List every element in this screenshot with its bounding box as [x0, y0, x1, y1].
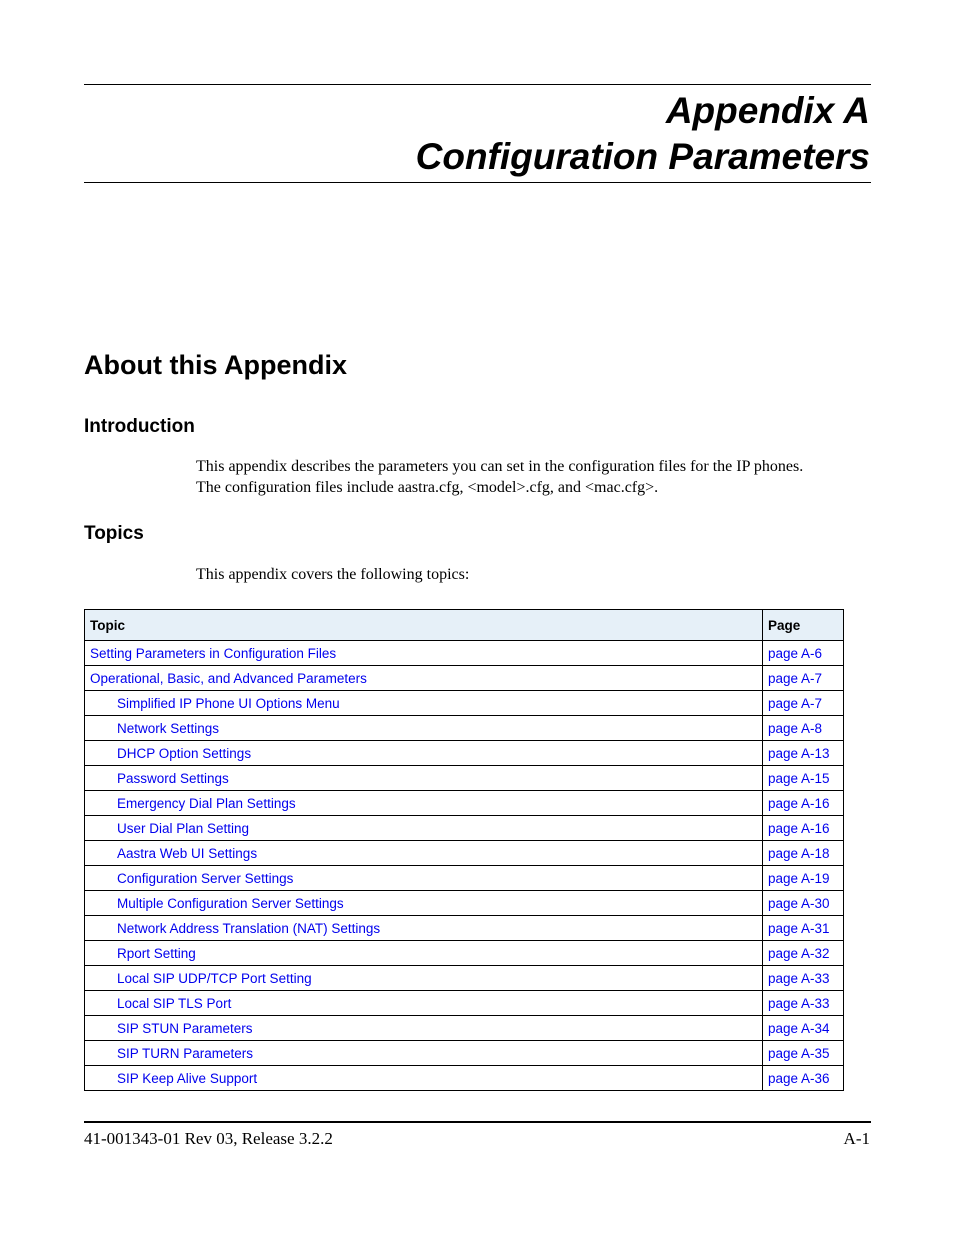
table-row: [85, 1066, 844, 1091]
page-column-header: Page: [763, 610, 844, 641]
page-link[interactable]: page A-30: [763, 891, 844, 916]
topic-link[interactable]: SIP Keep Alive Support: [85, 1066, 763, 1091]
topic-link[interactable]: DHCP Option Settings: [85, 741, 763, 766]
page-link[interactable]: page A-16: [763, 791, 844, 816]
topic-link[interactable]: Local SIP UDP/TCP Port Setting: [85, 966, 763, 991]
topics-table: [84, 609, 844, 1091]
table-row: [85, 841, 844, 866]
appendix-subtitle: Configuration Parameters: [415, 136, 870, 177]
topics-heading: Topics: [84, 523, 144, 544]
section-heading: About this Appendix: [84, 350, 347, 380]
page-link[interactable]: page A-35: [763, 1041, 844, 1066]
table-row: [85, 766, 844, 791]
table-row: [85, 791, 844, 816]
topic-link[interactable]: Setting Parameters in Configuration Files: [85, 641, 763, 666]
table-row: [85, 716, 844, 741]
page-link[interactable]: page A-19: [763, 866, 844, 891]
page-link[interactable]: page A-13: [763, 741, 844, 766]
appendix-title: Appendix A: [665, 90, 870, 131]
page-link[interactable]: page A-16: [763, 816, 844, 841]
topic-link[interactable]: Emergency Dial Plan Settings: [85, 791, 763, 816]
page-link[interactable]: page A-15: [763, 766, 844, 791]
footer-page-number: A-1: [843, 1129, 870, 1148]
topic-link[interactable]: Network Settings: [85, 716, 763, 741]
table-row: [85, 691, 844, 716]
footer-doc-id: 41-001343-01 Rev 03, Release 3.2.2: [84, 1129, 333, 1148]
table-row: [85, 641, 844, 666]
page-link[interactable]: page A-7: [763, 691, 844, 716]
topic-link[interactable]: Multiple Configuration Server Settings: [85, 891, 763, 916]
topics-intro: This appendix covers the following topics:: [196, 566, 470, 583]
topic-link[interactable]: Operational, Basic, and Advanced Parameters: [85, 666, 763, 691]
topics-table-header: [85, 610, 844, 641]
introduction-heading: Introduction: [84, 416, 195, 437]
table-row: [85, 966, 844, 991]
table-row: [85, 741, 844, 766]
table-row: [85, 866, 844, 891]
topic-link[interactable]: SIP STUN Parameters: [85, 1016, 763, 1041]
footer-rule: [84, 1121, 871, 1123]
topic-column-header: Topic: [85, 610, 763, 641]
page-link[interactable]: page A-31: [763, 916, 844, 941]
page-link[interactable]: page A-33: [763, 966, 844, 991]
topic-link[interactable]: Aastra Web UI Settings: [85, 841, 763, 866]
page-link[interactable]: page A-7: [763, 666, 844, 691]
page-link[interactable]: page A-32: [763, 941, 844, 966]
topic-link[interactable]: SIP TURN Parameters: [85, 1041, 763, 1066]
table-row: [85, 816, 844, 841]
header-rule-top: [84, 84, 871, 85]
header-rule-bottom: [84, 182, 871, 183]
page-link[interactable]: page A-8: [763, 716, 844, 741]
introduction-line-2: The configuration files include aastra.cfg, <model>.cfg, and <mac.cfg>.: [196, 479, 659, 496]
table-row: [85, 991, 844, 1016]
topic-link[interactable]: Rport Setting: [85, 941, 763, 966]
introduction-paragraph: [196, 456, 803, 498]
table-row: [85, 891, 844, 916]
page-link[interactable]: page A-34: [763, 1016, 844, 1041]
table-row: [85, 941, 844, 966]
topic-link[interactable]: Simplified IP Phone UI Options Menu: [85, 691, 763, 716]
page-link[interactable]: page A-6: [763, 641, 844, 666]
table-row: [85, 916, 844, 941]
topic-link[interactable]: Password Settings: [85, 766, 763, 791]
introduction-line-1: This appendix describes the parameters you can set in the configuration files for the IP phones.: [196, 458, 804, 475]
page-link[interactable]: page A-36: [763, 1066, 844, 1091]
page-link[interactable]: page A-33: [763, 991, 844, 1016]
topic-link[interactable]: Configuration Server Settings: [85, 866, 763, 891]
page-link[interactable]: page A-18: [763, 841, 844, 866]
topic-link[interactable]: User Dial Plan Setting: [85, 816, 763, 841]
topic-link[interactable]: Network Address Translation (NAT) Settings: [85, 916, 763, 941]
topic-link[interactable]: Local SIP TLS Port: [85, 991, 763, 1016]
table-row: [85, 1016, 844, 1041]
table-row: [85, 1041, 844, 1066]
table-row: [85, 666, 844, 691]
